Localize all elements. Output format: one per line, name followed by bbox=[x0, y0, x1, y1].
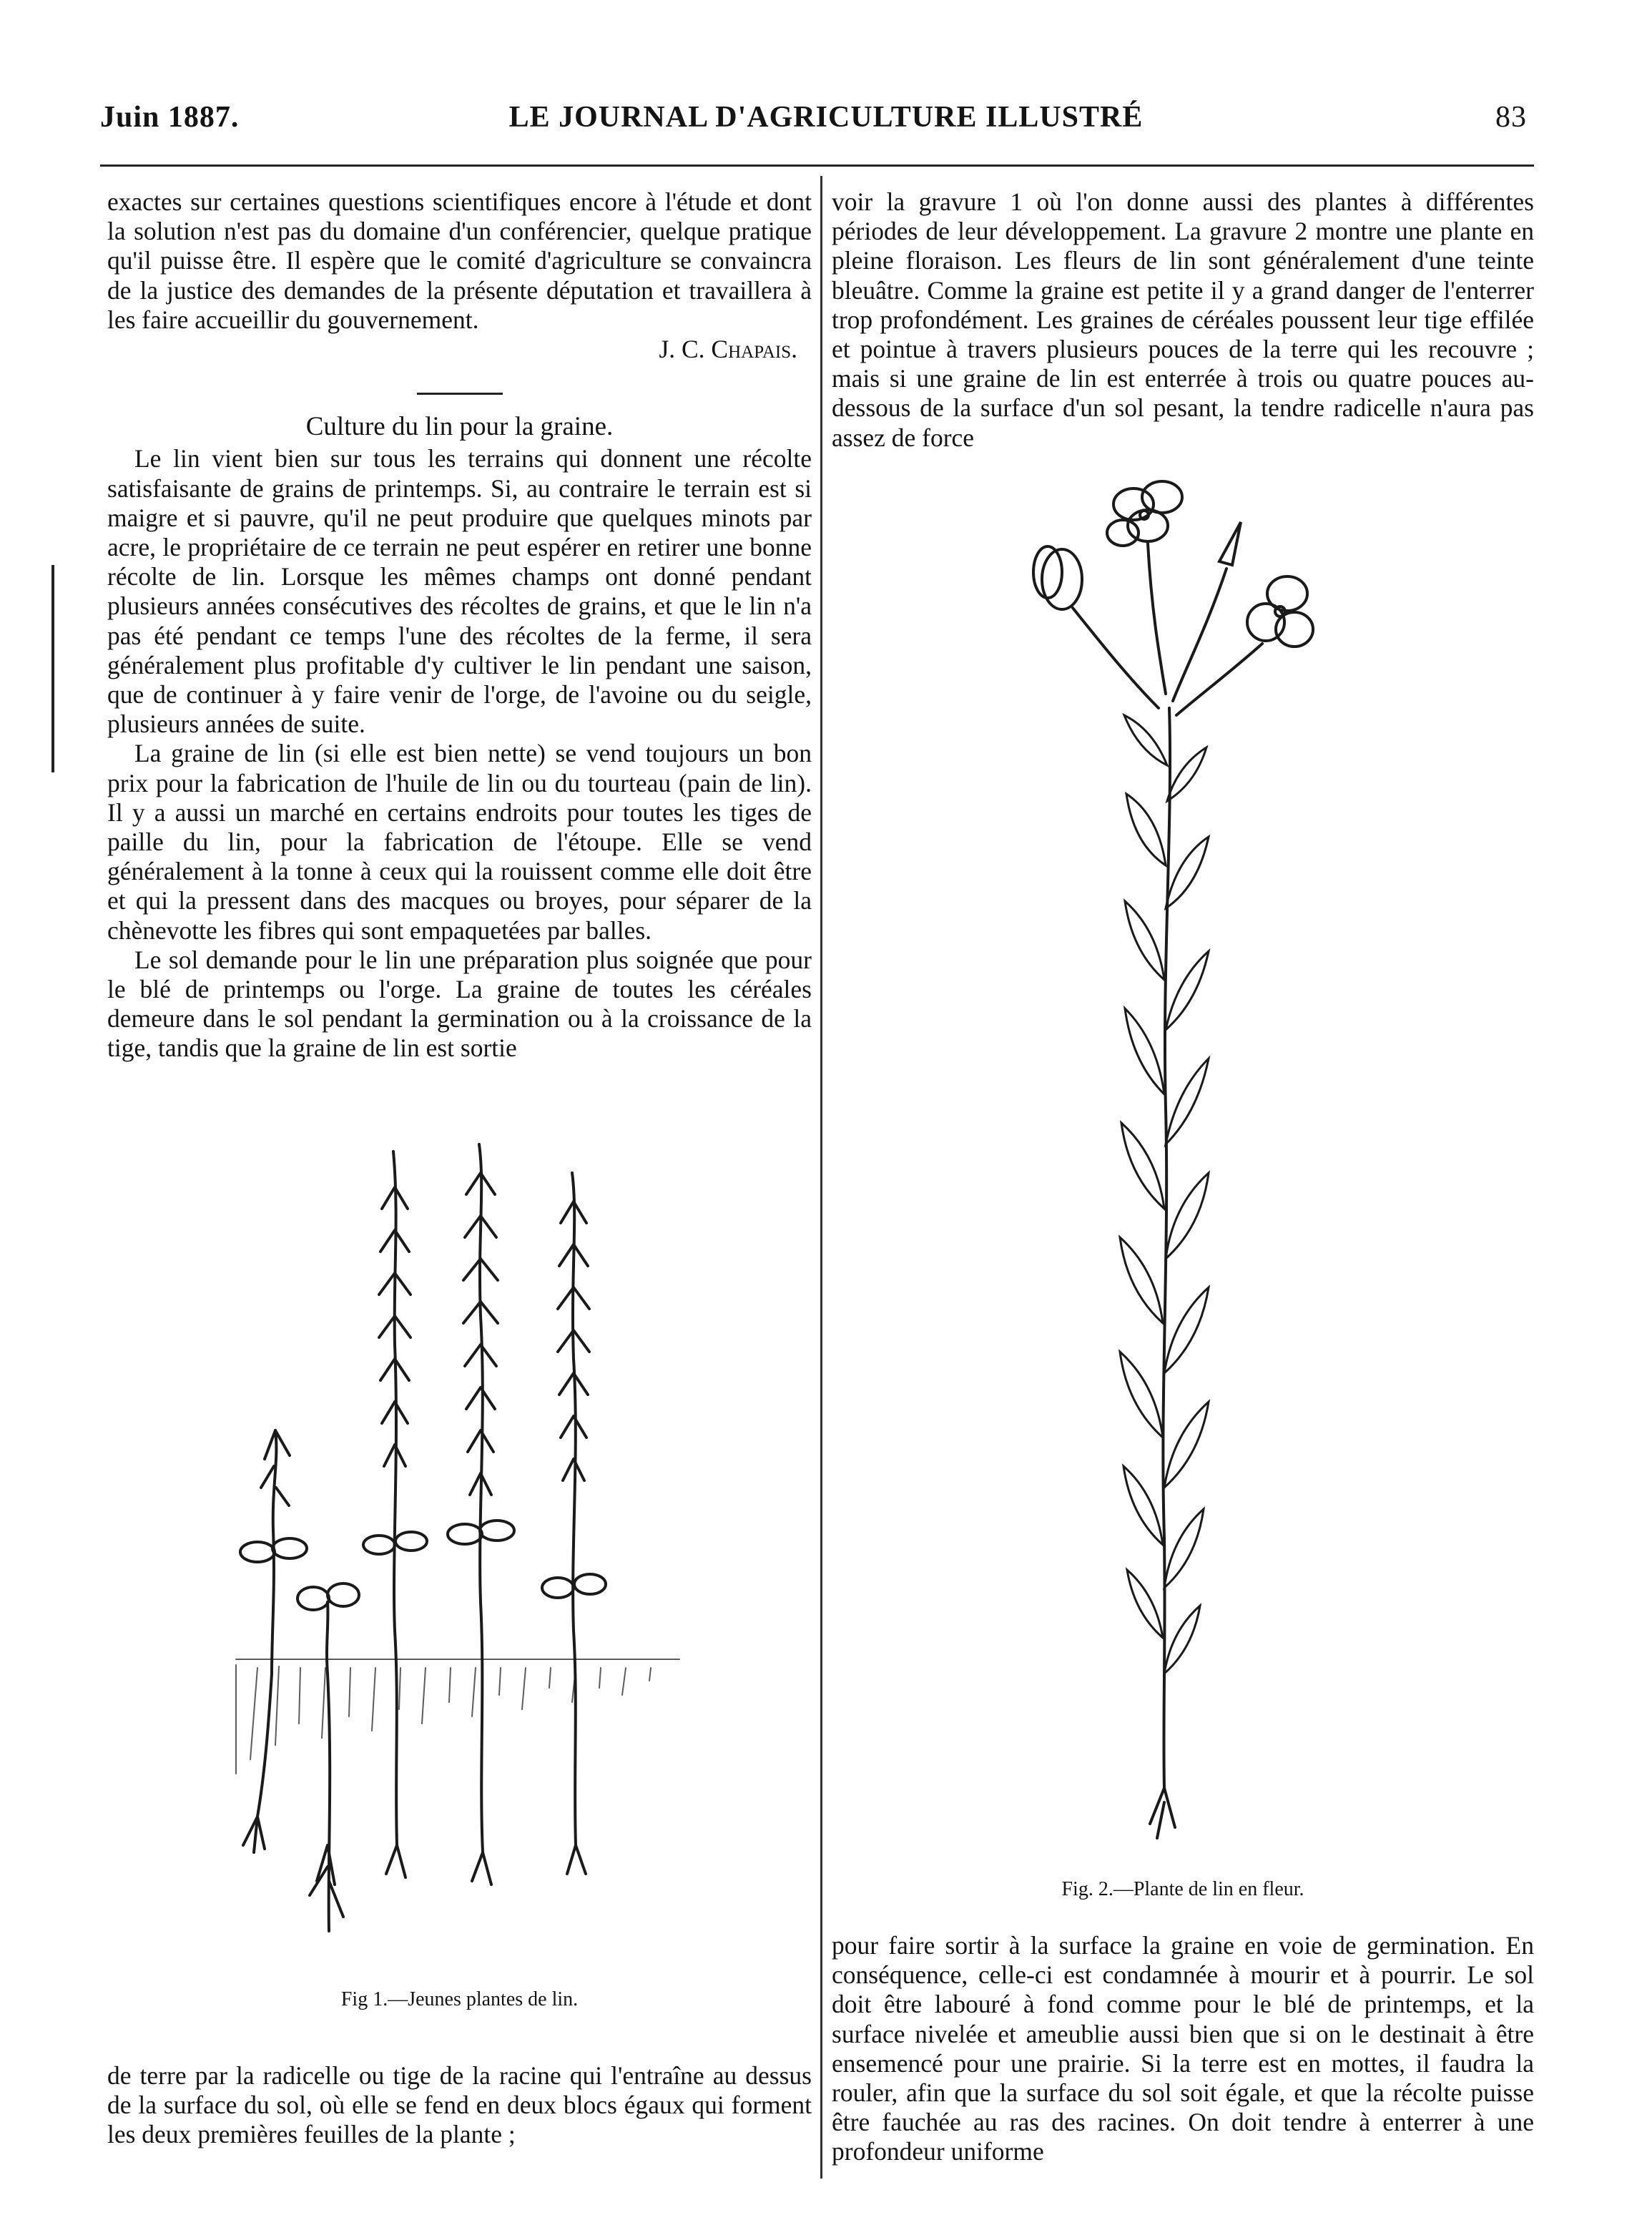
page-number: 83 bbox=[1495, 101, 1527, 134]
right-column-text-top bbox=[832, 187, 1534, 453]
right-paragraph-2: pour faire sortir à la surface la graine en voie de germination. En conséquence, celle-ci est condamnée à mourir et à pourrir. Le sol doit être labouré à fond comme pour le blé de printemps, et la surface nivelée et ameublie aussi bien que si on le destinait à être ensemencé pour une prairie. Si la terre est en mottes, il faudra la rouler, afin que la surface du sol soit égale, et que la récolte puisse être fauchée au ras des racines. On doit tendre à enterrer à une profondeur uniforme bbox=[832, 1931, 1534, 2166]
figure-1-young-flax-plants bbox=[207, 1130, 722, 1988]
young-plants-illustration bbox=[207, 1130, 722, 1988]
lead-in-paragraph: exactes sur certaines questions scientifiques encore à l'étude et dont la solution n'est pas du domaine d'un conférencier, quelque pratique qu'il puisse être. Il espère que le comité d'agriculture se convaincra de la justice des demandes de la présente députation et travaillera à les faire accueillir du gouvernement. bbox=[107, 187, 812, 334]
figure-2-flowering-flax bbox=[994, 465, 1366, 1845]
section-separator bbox=[417, 393, 503, 395]
paragraph-2: La graine de lin (si elle est bien nette) se vend toujours un bon prix pour la fabrication de l'huile de lin ou du tourteau (pain de lin). Il y a aussi un marché en certains endroits pour toutes les tiges de paille du lin, pour la fabrication de l'étoupe. Elle se vend généralement à la tonne à ceux qui la rouissent comme elle doit être et qui la pressent dans des macques ou broyes, pour séparer de la chènevotte les fibres qui sont empaquetées par balles. bbox=[107, 739, 812, 945]
paragraph-1: Le lin vient bien sur tous les terrains qui donnent une récolte satisfaisante de grains de printemps. Si, au contraire le terrain est si maigre et si pauvre, qu'il ne peut produire que quelques minots par acre, le propriétaire de ce terrain ne peut espérer en retirer une bonne récolte de lin. Lorsque les mêmes champs ont donné pendant plusieurs années consécutives des récoltes de grains, et que le lin n'a pas été pendant ce temps l'une des récoltes de la ferme, il sera généralement plus profitable d'y cultiver le lin pendant une saison, que de continuer à y faire venir de l'orge, de l'avoine ou du seigle, plusieurs années de suite. bbox=[107, 444, 812, 739]
paragraph-3: Le sol demande pour le lin une préparation plus soignée que pour le blé de printemps ou l'orge. La graine de toutes les céréales demeure dans le sol pendant la germination ou à la croissance de la tige, tandis que la graine de lin est sortie bbox=[107, 945, 812, 1063]
journal-title: LE JOURNAL D'AGRICULTURE ILLUSTRÉ bbox=[508, 101, 1144, 134]
margin-mark bbox=[51, 565, 54, 772]
section-title: Culture du lin pour la graine. bbox=[305, 412, 614, 442]
continuation-paragraph: de terre par la radicelle ou tige de la racine qui l'entraîne au dessus de la surface du sol, où elle se fend en deux blocs égaux qui forment les deux premières feuilles de la plante ; bbox=[107, 2061, 812, 2149]
flax-in-flower-illustration bbox=[994, 465, 1366, 1845]
left-column-continuation bbox=[107, 2061, 812, 2150]
right-column-text-bottom bbox=[832, 1931, 1534, 2167]
figure-1-caption: Fig 1.—Jeunes plantes de lin. bbox=[340, 1988, 579, 2010]
issue-date: Juin 1887. bbox=[100, 101, 240, 134]
column-divider bbox=[820, 176, 822, 2179]
author-signature: J. C. Chapais. bbox=[659, 335, 797, 364]
header-rule bbox=[100, 164, 1534, 167]
figure-2-caption: Fig. 2.—Plante de lin en fleur. bbox=[1061, 1878, 1304, 1900]
flower-top bbox=[1107, 481, 1182, 546]
left-column-text bbox=[107, 187, 812, 1064]
right-paragraph-1: voir la gravure 1 où l'on donne aussi des plantes à différentes périodes de leur développement. La gravure 2 montre une plante en pleine floraison. Les fleurs de lin sont généralement d'une teinte bleuâtre. Comme la graine est petite il y a grand danger de l'enterrer trop profondément. Les graines de céréales poussent leur tige effilée et pointue à travers plusieurs pouces de la terre qui les recouvre ; mais si une graine de lin est enterrée à trois ou quatre pouces au-dessous de la surface d'un sol pesant, la tendre radicelle n'aura pas assez de force bbox=[832, 187, 1534, 452]
